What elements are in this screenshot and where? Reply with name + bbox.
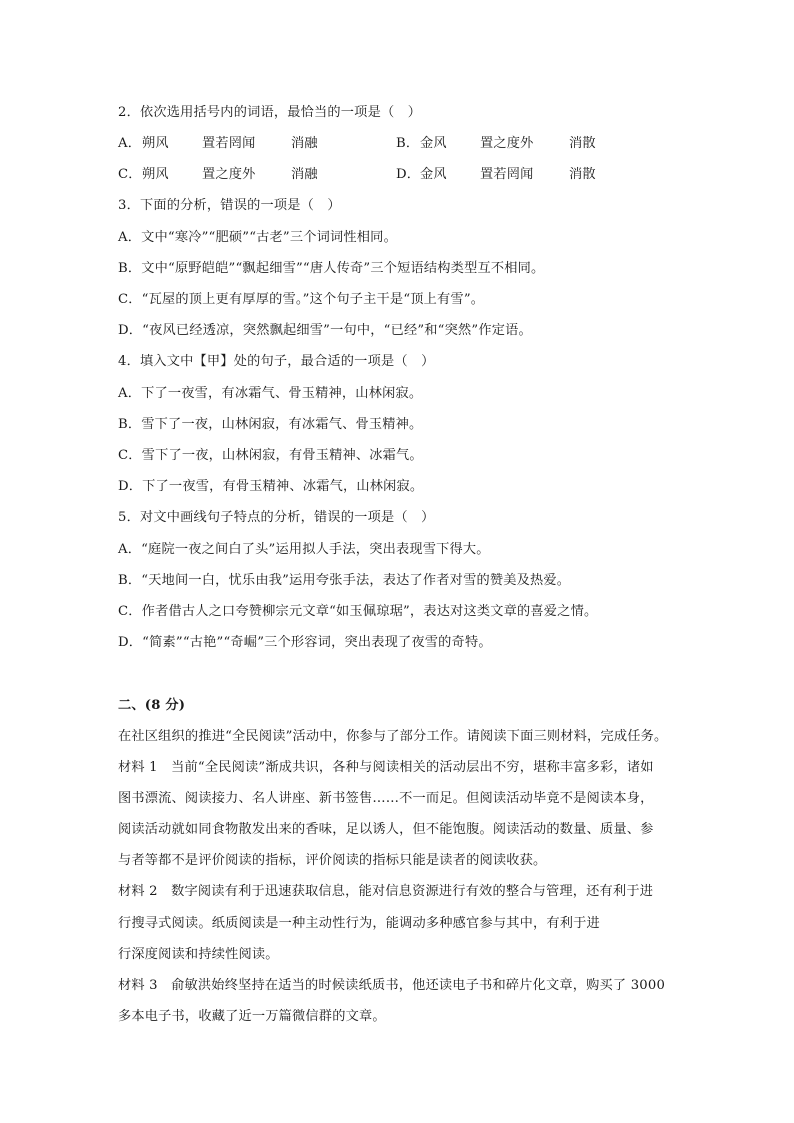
material2-line: 行搜寻式阅读。纸质阅读是一种主动性行为，能调动多种感官参与其中，有利于进 [118,916,600,931]
q2-option-b-word1: 金风 [420,136,447,151]
material3-line: 多本电子书，收藏了近一万篇微信群的文章。 [118,1009,386,1024]
material1-line: 与者等都不是评价阅读的指标，评价阅读的指标只能是读者的阅读收获。 [118,853,547,868]
q4-option-b: B．雪下了一夜，山林闲寂，有冰霜气、骨玉精神。 [118,417,423,432]
q5-option-d: D．“简素”“古艳”“奇崛”三个形容词，突出表现了夜雪的奇特。 [118,635,492,650]
section2-intro: 在社区组织的推进“全民阅读”活动中，你参与了部分工作。请阅读下面三则材料，完成任务。 [118,729,668,744]
q3-option-a: A．文中“寒冷”“肥硕”“古老”三个词词性相同。 [118,230,397,245]
q3-option-d: D．“夜风已经透凉，突然飘起细雪”一句中，“已经”和“突然”作定语。 [118,323,532,338]
q3-option-c: C．“瓦屋的顶上更有厚厚的雪。”这个句子主干是“顶上有雪”。 [118,292,485,307]
q2-option-b-word2: 置之度外 [480,136,534,151]
q2-option-b-letter: B． [396,136,420,151]
q5-option-b: B．“天地间一白，忧乐由我”运用夸张手法，表达了作者对雪的赞美及热爱。 [118,573,571,588]
q4-stem: 4．填入文中【甲】处的句子，最合适的一项是（ ） [118,354,435,369]
q5-option-a: A．“庭院一夜之间白了头”运用拟人手法，突出表现雪下得大。 [118,542,490,557]
material3-line: 材料 3 俞敏洪始终坚持在适当的时候读纸质书，他还读电子书和碎片化文章，购买了 3000 [118,978,666,993]
q2-option-c-word3: 消融 [291,167,318,182]
q2-option-a-word1: 朔风 [142,136,169,151]
material1-line: 阅读活动就如同食物散发出来的香味，足以诱人，但不能饱腹。阅读活动的数量、质量、参 [118,822,654,837]
q2-options-row-1 [118,135,678,153]
material1-line: 图书漂流、阅读接力、名人讲座、新书签售……不一而足。但阅读活动毕竟不是阅读本身， [118,791,654,806]
q2-option-a-word3: 消融 [291,136,318,151]
q3-stem: 3．下面的分析，错误的一项是（ ） [118,198,341,213]
q5-stem: 5．对文中画线句子特点的分析，错误的一项是（ ） [118,510,435,525]
q2-option-d-letter: D． [396,167,421,182]
q2-options-row-2 [118,166,678,184]
q4-option-d: D．下了一夜雪，有骨玉精神、冰霜气，山林闲寂。 [118,479,424,494]
q2-option-d-word1: 金风 [420,167,447,182]
section2-heading: 二、(8 分) [118,698,186,713]
q2-option-a-letter: A． [118,136,142,151]
q2-option-c-word2: 置之度外 [202,167,256,182]
material2-line: 材料 2 数字阅读有利于迅速获取信息，能对信息资源进行有效的整合与管理，还有利于进 [118,884,654,899]
q5-option-c: C．作者借古人之口夸赞柳宗元文章“如玉佩琼琚”，表达对这类文章的喜爱之情。 [118,604,598,619]
q2-stem: 2．依次选用括号内的词语，最恰当的一项是（ ） [118,105,422,120]
q2-option-d-word3: 消散 [569,167,596,182]
material1-line: 材料 1 当前“全民阅读”渐成共识，各种与阅读相关的活动层出不穷，堪称丰富多彩，诸如 [118,760,654,775]
q3-option-b: B．文中“原野皑皑”“飘起细雪”“唐人传奇”三个短语结构类型互不相同。 [118,261,545,276]
q2-option-b-word3: 消散 [569,136,596,151]
q4-option-a: A．下了一夜雪，有冰霜气、骨玉精神，山林闲寂。 [118,386,423,401]
q4-option-c: C．雪下了一夜，山林闲寂，有骨玉精神、冰霜气。 [118,448,423,463]
q2-option-c-word1: 朔风 [142,167,169,182]
q2-option-a-word2: 置若罔闻 [202,136,256,151]
q2-option-c-letter: C． [118,167,142,182]
material2-line: 行深度阅读和持续性阅读。 [118,947,279,962]
q2-option-d-word2: 置若罔闻 [480,167,534,182]
